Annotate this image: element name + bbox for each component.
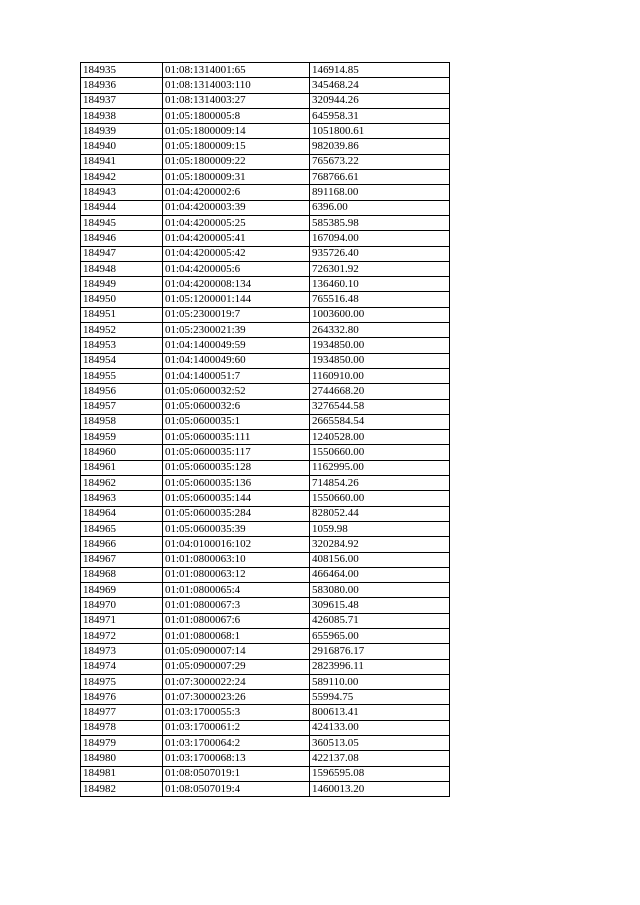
row-number-cell: 184967 (81, 552, 163, 567)
cadastral-number-cell: 01:08:1314003:27 (163, 93, 310, 108)
table-row (81, 720, 450, 735)
table-row (81, 353, 450, 368)
value-cell: 828052.44 (310, 506, 450, 521)
value-cell: 6396.00 (310, 200, 450, 215)
cadastral-number-cell: 01:08:1314001:65 (163, 63, 310, 78)
cadastral-number-cell: 01:04:1400049:60 (163, 353, 310, 368)
row-number-cell: 184942 (81, 170, 163, 185)
row-number-cell: 184969 (81, 583, 163, 598)
cadastral-number-cell: 01:08:0507019:4 (163, 781, 310, 796)
cadastral-number-cell: 01:04:4200005:25 (163, 215, 310, 230)
row-number-cell: 184939 (81, 124, 163, 139)
table-row (81, 200, 450, 215)
table-row (81, 445, 450, 460)
cadastral-number-cell: 01:04:1400051:7 (163, 368, 310, 383)
table-row (81, 261, 450, 276)
value-cell: 426085.71 (310, 613, 450, 628)
cadastral-number-cell: 01:05:0600035:136 (163, 476, 310, 491)
value-cell: 167094.00 (310, 231, 450, 246)
row-number-cell: 184968 (81, 567, 163, 582)
cadastral-number-cell: 01:01:0800063:12 (163, 567, 310, 582)
value-cell: 309615.48 (310, 598, 450, 613)
row-number-cell: 184937 (81, 93, 163, 108)
cadastral-number-cell: 01:05:1800009:15 (163, 139, 310, 154)
value-cell: 1934850.00 (310, 353, 450, 368)
table-row (81, 185, 450, 200)
table-row (81, 644, 450, 659)
row-number-cell: 184940 (81, 139, 163, 154)
table-row (81, 690, 450, 705)
cadastral-number-cell: 01:05:0600035:144 (163, 491, 310, 506)
value-cell: 645958.31 (310, 108, 450, 123)
value-cell: 1934850.00 (310, 338, 450, 353)
row-number-cell: 184941 (81, 154, 163, 169)
cadastral-number-cell: 01:03:1700064:2 (163, 736, 310, 751)
row-number-cell: 184971 (81, 613, 163, 628)
row-number-cell: 184978 (81, 720, 163, 735)
row-number-cell: 184979 (81, 736, 163, 751)
row-number-cell: 184965 (81, 521, 163, 536)
table-row (81, 338, 450, 353)
table-row (81, 766, 450, 781)
value-cell: 1059.98 (310, 521, 450, 536)
table-row (81, 277, 450, 292)
table-row (81, 154, 450, 169)
cadastral-number-cell: 01:04:0100016:102 (163, 537, 310, 552)
value-cell: 264332.80 (310, 323, 450, 338)
cadastral-number-cell: 01:01:0800063:10 (163, 552, 310, 567)
value-cell: 1240528.00 (310, 430, 450, 445)
value-cell: 424133.00 (310, 720, 450, 735)
value-cell: 2744668.20 (310, 384, 450, 399)
value-cell: 422137.08 (310, 751, 450, 766)
table-row (81, 307, 450, 322)
cadastral-number-cell: 01:05:2300019:7 (163, 307, 310, 322)
row-number-cell: 184947 (81, 246, 163, 261)
value-cell: 1596595.08 (310, 766, 450, 781)
cadastral-number-cell: 01:05:0600032:6 (163, 399, 310, 414)
value-cell: 655965.00 (310, 628, 450, 643)
row-number-cell: 184982 (81, 781, 163, 796)
table-row (81, 552, 450, 567)
value-cell: 136460.10 (310, 277, 450, 292)
row-number-cell: 184974 (81, 659, 163, 674)
cadastral-number-cell: 01:05:0900007:29 (163, 659, 310, 674)
table-row (81, 368, 450, 383)
row-number-cell: 184960 (81, 445, 163, 460)
row-number-cell: 184958 (81, 414, 163, 429)
row-number-cell: 184961 (81, 460, 163, 475)
table-row (81, 63, 450, 78)
table-row (81, 521, 450, 536)
cadastral-number-cell: 01:03:1700068:13 (163, 751, 310, 766)
table-row (81, 399, 450, 414)
table-row (81, 567, 450, 582)
table-row (81, 736, 450, 751)
table-row (81, 323, 450, 338)
value-cell: 345468.24 (310, 78, 450, 93)
cadastral-number-cell: 01:08:0507019:1 (163, 766, 310, 781)
row-number-cell: 184950 (81, 292, 163, 307)
row-number-cell: 184955 (81, 368, 163, 383)
table-row (81, 108, 450, 123)
value-cell: 765673.22 (310, 154, 450, 169)
value-cell: 935726.40 (310, 246, 450, 261)
value-cell: 589110.00 (310, 674, 450, 689)
table-row (81, 476, 450, 491)
table-row (81, 628, 450, 643)
row-number-cell: 184977 (81, 705, 163, 720)
table-row (81, 491, 450, 506)
row-number-cell: 184953 (81, 338, 163, 353)
cadastral-number-cell: 01:01:0800068:1 (163, 628, 310, 643)
table-row (81, 506, 450, 521)
cadastral-number-cell: 01:07:3000023:26 (163, 690, 310, 705)
row-number-cell: 184954 (81, 353, 163, 368)
cadastral-number-cell: 01:08:1314003:110 (163, 78, 310, 93)
row-number-cell: 184970 (81, 598, 163, 613)
table-row (81, 460, 450, 475)
table-row (81, 384, 450, 399)
value-cell: 982039.86 (310, 139, 450, 154)
table-row (81, 246, 450, 261)
value-cell: 726301.92 (310, 261, 450, 276)
table-row (81, 215, 450, 230)
cadastral-number-cell: 01:05:0600032:52 (163, 384, 310, 399)
value-cell: 360513.05 (310, 736, 450, 751)
value-cell: 1160910.00 (310, 368, 450, 383)
row-number-cell: 184962 (81, 476, 163, 491)
row-number-cell: 184951 (81, 307, 163, 322)
row-number-cell: 184972 (81, 628, 163, 643)
table-row (81, 414, 450, 429)
table-row (81, 430, 450, 445)
table-row (81, 598, 450, 613)
cadastral-number-cell: 01:05:0600035:284 (163, 506, 310, 521)
row-number-cell: 184945 (81, 215, 163, 230)
row-number-cell: 184981 (81, 766, 163, 781)
row-number-cell: 184935 (81, 63, 163, 78)
cadastral-number-cell: 01:04:4200005:41 (163, 231, 310, 246)
table-row (81, 537, 450, 552)
cadastral-number-cell: 01:05:0600035:128 (163, 460, 310, 475)
cadastral-number-cell: 01:05:0600035:111 (163, 430, 310, 445)
cadastral-number-cell: 01:05:2300021:39 (163, 323, 310, 338)
cadastral-number-cell: 01:05:1200001:144 (163, 292, 310, 307)
value-cell: 3276544.58 (310, 399, 450, 414)
cadastral-number-cell: 01:05:1800009:14 (163, 124, 310, 139)
cadastral-number-cell: 01:04:4200005:42 (163, 246, 310, 261)
value-cell: 765516.48 (310, 292, 450, 307)
cadastral-number-cell: 01:04:4200003:39 (163, 200, 310, 215)
row-number-cell: 184975 (81, 674, 163, 689)
row-number-cell: 184943 (81, 185, 163, 200)
row-number-cell: 184936 (81, 78, 163, 93)
value-cell: 146914.85 (310, 63, 450, 78)
value-cell: 1550660.00 (310, 491, 450, 506)
cadastral-number-cell: 01:05:0600035:1 (163, 414, 310, 429)
cadastral-number-cell: 01:04:4200008:134 (163, 277, 310, 292)
table-row (81, 674, 450, 689)
value-cell: 55994.75 (310, 690, 450, 705)
value-cell: 585385.98 (310, 215, 450, 230)
row-number-cell: 184973 (81, 644, 163, 659)
value-cell: 800613.41 (310, 705, 450, 720)
row-number-cell: 184959 (81, 430, 163, 445)
cadastral-number-cell: 01:04:1400049:59 (163, 338, 310, 353)
table-row (81, 139, 450, 154)
value-cell: 768766.61 (310, 170, 450, 185)
row-number-cell: 184956 (81, 384, 163, 399)
row-number-cell: 184957 (81, 399, 163, 414)
row-number-cell: 184980 (81, 751, 163, 766)
row-number-cell: 184976 (81, 690, 163, 705)
table-row (81, 292, 450, 307)
value-cell: 1460013.20 (310, 781, 450, 796)
value-cell: 320944.26 (310, 93, 450, 108)
table-body (81, 63, 450, 797)
row-number-cell: 184952 (81, 323, 163, 338)
cadastral-number-cell: 01:03:1700055:3 (163, 705, 310, 720)
cadastral-number-cell: 01:05:0600035:39 (163, 521, 310, 536)
value-cell: 408156.00 (310, 552, 450, 567)
row-number-cell: 184949 (81, 277, 163, 292)
value-cell: 2823996.11 (310, 659, 450, 674)
value-cell: 714854.26 (310, 476, 450, 491)
cadastral-number-cell: 01:04:4200002:6 (163, 185, 310, 200)
table-row (81, 170, 450, 185)
cadastral-number-cell: 01:03:1700061:2 (163, 720, 310, 735)
table-row (81, 751, 450, 766)
row-number-cell: 184964 (81, 506, 163, 521)
cadastral-number-cell: 01:05:0900007:14 (163, 644, 310, 659)
row-number-cell: 184963 (81, 491, 163, 506)
cadastral-number-cell: 01:04:4200005:6 (163, 261, 310, 276)
row-number-cell: 184946 (81, 231, 163, 246)
table-row (81, 93, 450, 108)
cadastral-number-cell: 01:05:1800005:8 (163, 108, 310, 123)
value-cell: 1003600.00 (310, 307, 450, 322)
row-number-cell: 184948 (81, 261, 163, 276)
row-number-cell: 184966 (81, 537, 163, 552)
cadastral-number-cell: 01:05:1800009:31 (163, 170, 310, 185)
value-cell: 2916876.17 (310, 644, 450, 659)
value-cell: 320284.92 (310, 537, 450, 552)
table-row (81, 124, 450, 139)
table-row (81, 231, 450, 246)
row-number-cell: 184938 (81, 108, 163, 123)
cadastral-number-cell: 01:05:1800009:22 (163, 154, 310, 169)
table-row (81, 659, 450, 674)
cadastral-number-cell: 01:07:3000022:24 (163, 674, 310, 689)
data-table (80, 62, 450, 797)
cadastral-number-cell: 01:01:0800067:6 (163, 613, 310, 628)
value-cell: 583080.00 (310, 583, 450, 598)
cadastral-number-cell: 01:01:0800067:3 (163, 598, 310, 613)
table-row (81, 781, 450, 796)
table-row (81, 613, 450, 628)
table-row (81, 583, 450, 598)
cadastral-number-cell: 01:05:0600035:117 (163, 445, 310, 460)
table-row (81, 78, 450, 93)
cadastral-number-cell: 01:01:0800065:4 (163, 583, 310, 598)
value-cell: 1162995.00 (310, 460, 450, 475)
value-cell: 2665584.54 (310, 414, 450, 429)
value-cell: 1550660.00 (310, 445, 450, 460)
value-cell: 1051800.61 (310, 124, 450, 139)
value-cell: 466464.00 (310, 567, 450, 582)
row-number-cell: 184944 (81, 200, 163, 215)
value-cell: 891168.00 (310, 185, 450, 200)
table-row (81, 705, 450, 720)
